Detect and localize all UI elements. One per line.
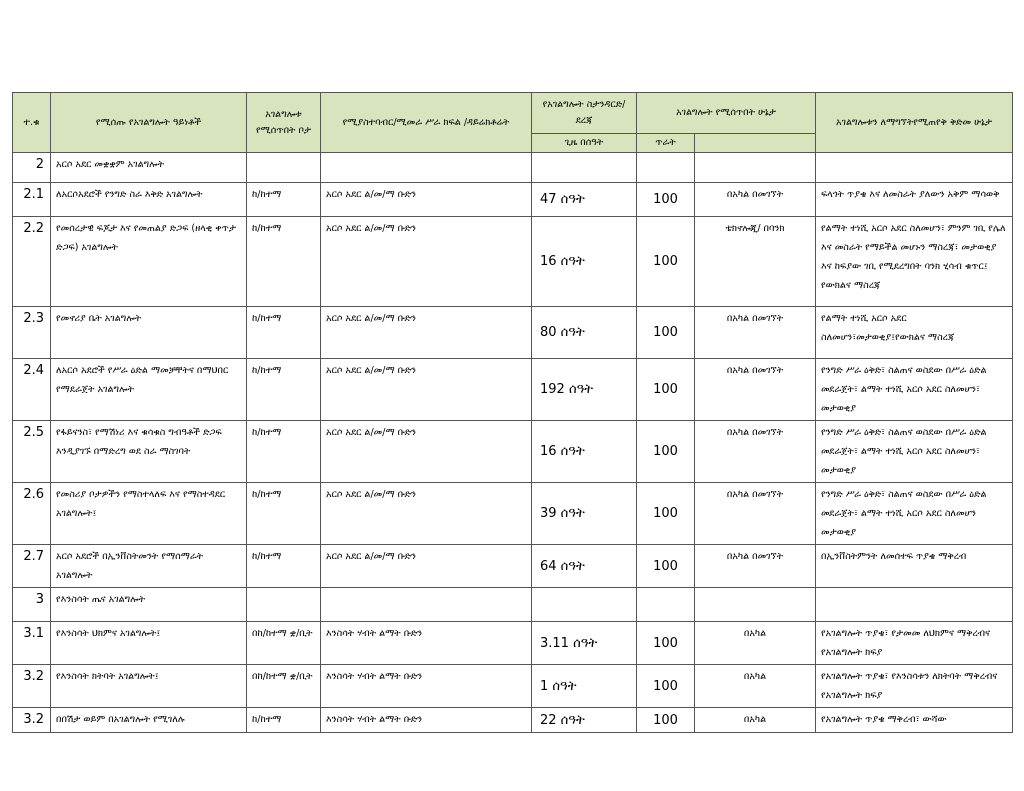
time-cell: 16 ሰዓት bbox=[532, 217, 637, 307]
section-row bbox=[13, 153, 1013, 183]
table-row bbox=[13, 307, 1013, 359]
place-cell: ከ/ከተማ bbox=[247, 183, 321, 217]
quality-cell: 100 bbox=[637, 545, 695, 588]
mode-cell: ቴክኖሎጂ/ በባንክ bbox=[695, 217, 816, 307]
mode-cell: በአካል በመገኘት bbox=[695, 421, 816, 483]
mode-cell: በአካል bbox=[695, 665, 816, 708]
mode-cell: በአካል በመገኘት bbox=[695, 545, 816, 588]
table-row bbox=[13, 217, 1013, 307]
quality-cell: 100 bbox=[637, 665, 695, 708]
header-no: ተ.ቁ bbox=[13, 93, 51, 153]
services-table-container bbox=[12, 92, 1013, 733]
mode-cell bbox=[695, 588, 816, 622]
service-type-cell: ለአርሶአደሮች የንግድ ስራ እቅድ አገልግሎት bbox=[51, 183, 247, 217]
service-type-cell: የእንስሳት ክትባት አገልግሎት፤ bbox=[51, 665, 247, 708]
place-cell: ከ/ከተማ bbox=[247, 545, 321, 588]
mode-cell: በአካል bbox=[695, 708, 816, 733]
place-cell: በከ/ከተማ ቋ/ቢት bbox=[247, 622, 321, 665]
quality-cell: 100 bbox=[637, 708, 695, 733]
section-row bbox=[13, 588, 1013, 622]
table-row bbox=[13, 665, 1013, 708]
quality-cell: 100 bbox=[637, 421, 695, 483]
mode-cell: በአካል በመገኘት bbox=[695, 307, 816, 359]
time-cell: 1 ሰዓት bbox=[532, 665, 637, 708]
time-cell: 16 ሰዓት bbox=[532, 421, 637, 483]
requirements-cell: የንግድ ሥራ ዕቅድ፣ ስልጠና ወስደው በሥራ ዕድል መደራጀት፣ ልማት ተነሺ አርሶ አደር ስለመሆን መታወቂያ bbox=[816, 483, 1013, 545]
requirements-cell: የንግድ ሥራ ዕቅድ፣ ስልጠና ወስደው በሥራ ዕድል መደራጀት፣ ልማት ተነሺ አርሶ አደር ስለመሆን፣ መታወቂያ bbox=[816, 421, 1013, 483]
requirements-cell: የአገልግሎት ጥያቄ፣ የታመመ ለህክምና ማቅረብና የአገልግሎት ክፍያ bbox=[816, 622, 1013, 665]
row-number: 3 bbox=[13, 588, 51, 622]
header-mode-blank bbox=[695, 134, 816, 153]
quality-cell: 100 bbox=[637, 359, 695, 421]
time-cell: 64 ሰዓት bbox=[532, 545, 637, 588]
place-cell: ከ/ከተማ bbox=[247, 708, 321, 733]
office-cell: አርሶ አደር ል/መ/ማ ቡድን bbox=[321, 545, 532, 588]
place-cell bbox=[247, 153, 321, 183]
requirements-cell: የልማት ተነሺ አርሶ አደር ስለመሆን፣ ምንም ገቢ የሌለ እና መስራት የማይችል መሆኑን ማስረጃ፣ መታወቂያ እና ከፍያው ገቢ የሚደረግበት ባንክ ሂሳብ ቁጥር፤ የውክልና ማስረጃ bbox=[816, 217, 1013, 307]
mode-cell: በአካል በመገኘት bbox=[695, 359, 816, 421]
office-cell: አርሶ አደር ል/መ/ማ ቡድን bbox=[321, 217, 532, 307]
mode-cell: በአካል bbox=[695, 622, 816, 665]
header-quality: ጥራት bbox=[637, 134, 695, 153]
service-type-cell: የፋይናንስ፣ የማሽነሪ እና ቁሳቁስ ግብዓቶች ድጋፍ እንዲያገኙ በማድረግ ወደ ስራ ማስገባት bbox=[51, 421, 247, 483]
office-cell: እንስሳት ሃብት ልማት ቡድን bbox=[321, 708, 532, 733]
quality-cell: 100 bbox=[637, 307, 695, 359]
quality-cell: 100 bbox=[637, 622, 695, 665]
row-number: 2.7 bbox=[13, 545, 51, 588]
row-number: 2.1 bbox=[13, 183, 51, 217]
service-type-cell: የእንስሳት ህክምና አገልግሎት፤ bbox=[51, 622, 247, 665]
header-office: የሚያስተባብር/ሚመራ ሥራ ክፍል /ዳይሬክቶሬት bbox=[321, 93, 532, 153]
requirements-cell bbox=[816, 588, 1013, 622]
time-cell: 192 ሰዓት bbox=[532, 359, 637, 421]
table-body bbox=[13, 153, 1013, 733]
time-cell: 39 ሰዓት bbox=[532, 483, 637, 545]
table-row bbox=[13, 483, 1013, 545]
quality-cell bbox=[637, 153, 695, 183]
time-cell bbox=[532, 153, 637, 183]
table-row bbox=[13, 421, 1013, 483]
place-cell: ከ/ከተማ bbox=[247, 359, 321, 421]
service-type-cell: የመስሪያ ቦታዎችን የማስተላለፍ እና የማስተዳደር አገልግሎት፤ bbox=[51, 483, 247, 545]
row-number: 2.6 bbox=[13, 483, 51, 545]
header-standard: የአገልግሎት ስታንዳርድ/ደረጃ bbox=[532, 93, 637, 134]
requirements-cell: የአገልግሎት ጥያቄ ማቅረብ፣ ውሻው bbox=[816, 708, 1013, 733]
office-cell: እንስሳት ሃብት ልማት ቡድን bbox=[321, 622, 532, 665]
place-cell: ከ/ከተማ bbox=[247, 307, 321, 359]
service-type-cell: የመኖሪያ ቤት አገልግሎት bbox=[51, 307, 247, 359]
row-number: 2.5 bbox=[13, 421, 51, 483]
requirements-cell bbox=[816, 153, 1013, 183]
mode-cell: በአካል በመገኘት bbox=[695, 183, 816, 217]
requirements-cell: የልማት ተነሺ አርሶ አደር ስለመሆን፣መታወቂያ፤የውክልና ማስረጃ bbox=[816, 307, 1013, 359]
requirements-cell: የንግድ ሥራ ዕቅድ፣ ስልጠና ወስደው በሥራ ዕድል መደራጀት፣ ልማት ተነሺ አርሶ አደር ስለመሆን፣ መታወቂያ bbox=[816, 359, 1013, 421]
office-cell: አርሶ አደር ል/መ/ማ ቡድን bbox=[321, 359, 532, 421]
row-number: 2.4 bbox=[13, 359, 51, 421]
place-cell bbox=[247, 588, 321, 622]
office-cell: አርሶ አደር ል/መ/ማ ቡድን bbox=[321, 307, 532, 359]
header-place: አገልግሎቱ የሚሰጥበት ቦታ bbox=[247, 93, 321, 153]
office-cell bbox=[321, 153, 532, 183]
office-cell bbox=[321, 588, 532, 622]
table-row bbox=[13, 708, 1013, 733]
requirements-cell: ፍላጎት ጥያቄ እና ለመስራት ያለውን አቅም ማሳወቅ bbox=[816, 183, 1013, 217]
service-type-cell: አርሶ አደሮች በኢንቨስትመንት የማሰማራት አገልግሎት bbox=[51, 545, 247, 588]
service-type-cell: አርሶ አደር መቋቋም አገልግሎት bbox=[51, 153, 247, 183]
quality-cell: 100 bbox=[637, 183, 695, 217]
mode-cell bbox=[695, 153, 816, 183]
time-cell: 80 ሰዓት bbox=[532, 307, 637, 359]
office-cell: እንስሳት ሃብት ልማት ቡድን bbox=[321, 665, 532, 708]
row-number: 3.2 bbox=[13, 665, 51, 708]
service-type-cell: ለአርሶ አደሮች የሥራ ዕድል ማመቻቸትና በማህበር የማደራጀት አገልግሎት bbox=[51, 359, 247, 421]
row-number: 2.2 bbox=[13, 217, 51, 307]
table-row bbox=[13, 622, 1013, 665]
requirements-cell: በኢንቨስትምንት ለመሰተፍ ጥያቄ ማቅረብ bbox=[816, 545, 1013, 588]
time-cell: 3.11 ሰዓት bbox=[532, 622, 637, 665]
requirements-cell: የአገልግሎት ጥያቄ፣ የእንስሳቱን ለክትባት ማቅረብና የአገልግሎት ክፍያ bbox=[816, 665, 1013, 708]
place-cell: ከ/ከተማ bbox=[247, 483, 321, 545]
table-row bbox=[13, 183, 1013, 217]
office-cell: አርሶ አደር ል/መ/ማ ቡድን bbox=[321, 483, 532, 545]
table-row bbox=[13, 359, 1013, 421]
office-cell: አርሶ አደር ል/መ/ማ ቡድን bbox=[321, 183, 532, 217]
services-table bbox=[12, 92, 1013, 733]
quality-cell: 100 bbox=[637, 483, 695, 545]
time-cell: 22 ሰዓት bbox=[532, 708, 637, 733]
quality-cell bbox=[637, 588, 695, 622]
service-type-cell: የመሰረታዊ ፍጆታ እና የመጠልያ ድጋፍ (ዘላቂ ቀጥታ ድጋፍ) አገልግሎት bbox=[51, 217, 247, 307]
header-requirements: አገልግሎቱን ለማግኘትየሚጠየቅ ቅድመ ሁኔታ bbox=[816, 93, 1013, 153]
table-row bbox=[13, 545, 1013, 588]
time-cell bbox=[532, 588, 637, 622]
row-number: 3.1 bbox=[13, 622, 51, 665]
header-service-type: የሚሰጡ የአገልግሎት ዓይነቶች bbox=[51, 93, 247, 153]
header-time: ጊዜ በሰዓት bbox=[532, 134, 637, 153]
office-cell: አርሶ አደር ል/መ/ማ ቡድን bbox=[321, 421, 532, 483]
row-number: 2.3 bbox=[13, 307, 51, 359]
time-cell: 47 ሰዓት bbox=[532, 183, 637, 217]
row-number: 3.2 bbox=[13, 708, 51, 733]
place-cell: በከ/ከተማ ቋ/ቢት bbox=[247, 665, 321, 708]
service-type-cell: የእንስሳት ጤና አገልግሎት bbox=[51, 588, 247, 622]
mode-cell: በአካል በመገኘት bbox=[695, 483, 816, 545]
row-number: 2 bbox=[13, 153, 51, 183]
place-cell: ከ/ከተማ bbox=[247, 217, 321, 307]
header-mode: አገልግሎት የሚሰጥበት ሁኔታ bbox=[637, 93, 816, 134]
quality-cell: 100 bbox=[637, 217, 695, 307]
place-cell: ከ/ከተማ bbox=[247, 421, 321, 483]
service-type-cell: በበሽታ ወይም በአገልግሎት የሚገለሉ bbox=[51, 708, 247, 733]
